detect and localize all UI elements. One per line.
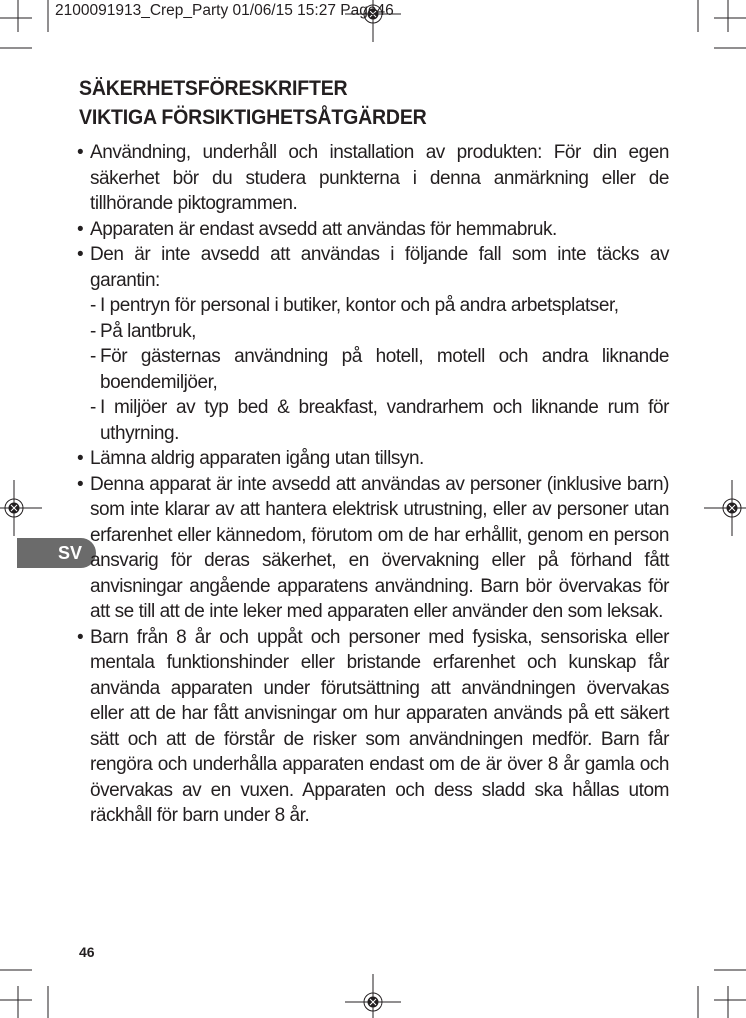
sub-item-bed-breakfast: - I miljöer av typ bed & breakfast, vandrarhem och liknande rum för uthyrning. — [79, 395, 669, 446]
page-number: 46 — [79, 944, 95, 960]
sub-item-staff-kitchens: - I pentryn för personal i butiker, kontor och på andra arbetsplatser, — [79, 293, 669, 319]
bullet-usage: • Användning, underhåll och installation av produkten: För din egen säkerhet bör du studera punkterna i denna anmärkning eller de tillhörande piktogrammen. — [79, 140, 669, 217]
sub-item-farms: - På lantbruk, — [79, 319, 669, 345]
print-slug-line: 2100091913_Crep_Party 01/06/15 15:27 Page46 — [55, 2, 394, 19]
page-title — [79, 74, 628, 132]
language-tab: SV — [17, 538, 96, 568]
bullet-not-intended: • Den är inte avsedd att användas i följande fall som inte täcks av garantin: — [79, 242, 669, 293]
bullet-persons-children: • Denna apparat är inte avsedd att användas av personer (inklusive barn) som inte klarar av att hantera elektrisk utrustning, eller av personer utan erfarenhet eller kännedom, förutom om de har erhållit, genom en person ansvarig för deras säkerhet, en övervakning eller på förhand fått anvisningar angående apparatens användning. Barn bör övervakas för att se till att de inte leker med apparaten eller använder den som leksak. — [79, 472, 669, 625]
bullet-never-unattended: • Lämna aldrig apparaten igång utan tillsyn. — [79, 446, 669, 472]
title-line-2: VIKTIGA FÖRSIKTIGHETSÅTGÄRDER — [79, 106, 427, 129]
bullet-household-use: • Apparaten är endast avsedd att användas för hemmabruk. — [79, 217, 669, 243]
bullet-children-8-years: • Barn från 8 år och uppåt och personer med fysiska, sensoriska eller mentala funktionshinder eller bristande erfarenhet och kunskap får använda apparaten under förutsättning att användningen övervakas eller att de har fått anvisningar om hur apparaten används på ett säkert sätt och att de förstår de risker som användningen medför. Barn får rengöra och underhålla apparaten endast om de är över 8 år gamla och övervakas av en vuxen. Apparaten och dess sladd ska hållas utom räckhåll för barn under 8 år. — [79, 625, 669, 829]
safety-instructions — [79, 74, 669, 829]
instruction-list — [79, 140, 669, 829]
sub-item-hotels: - För gästernas användning på hotell, motell och andra liknande boendemiljöer, — [79, 344, 669, 395]
title-line-1: SÄKERHETSFÖRESKRIFTER — [79, 77, 348, 100]
